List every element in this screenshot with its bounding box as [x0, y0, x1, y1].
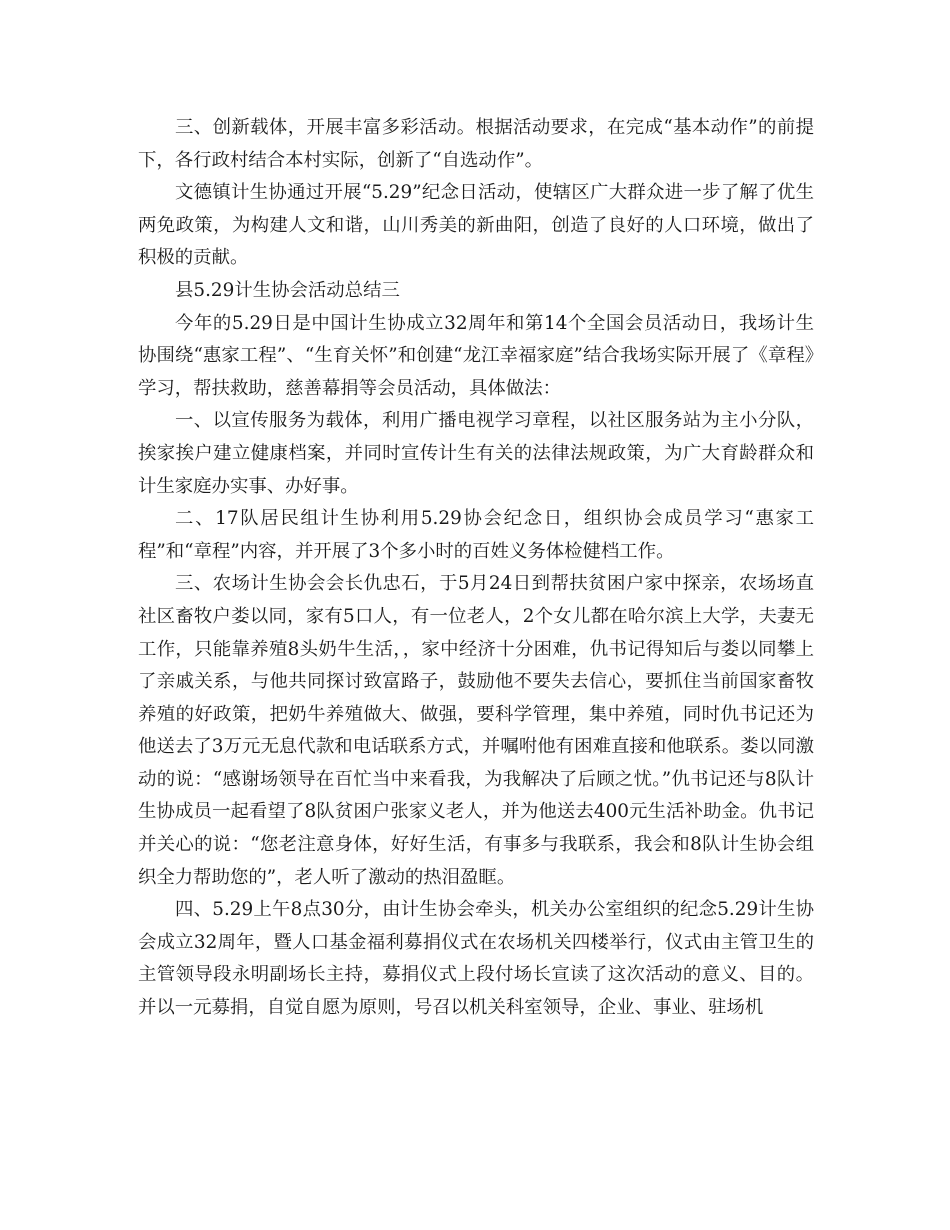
paragraph-innovation: 三、创新载体，开展丰富多彩活动。根据活动要求，在完成“基本动作”的前提下，各行政村结合本村实际，创新了“自选动作”。	[138, 117, 814, 171]
paragraph-wende-town: 文德镇计生协通过开展“5.29”纪念日活动，使辖区广大群众进一步了解了优生两免政策，为构建人文和谐，山川秀美的新曲阳，创造了良好的人口环境，做出了积极的贡献。	[138, 182, 814, 269]
paragraph-intro: 今年的5.29日是中国计生协成立32周年和第14个全国会员活动日，我场计生协围绕“惠家工程”、“生育关怀”和创建“龙江幸福家庭”结合我场实际开展了《章程》学习，帮扶救助，慈善幕捐等会员活动，具体做法：	[138, 312, 814, 399]
paragraph-item-2: 二、17队居民组计生协利用5.29协会纪念日，组织协会成员学习“惠家工程”和“章程”内容，并开展了3个多小时的百姓义务体检健档工作。	[138, 508, 814, 562]
document-body	[138, 112, 814, 1025]
paragraph-item-1: 一、以宣传服务为载体，利用广播电视学习章程，以社区服务站为主小分队，挨家挨户建立健康档案，并同时宣传计生有关的法律法规政策，为广大育龄群众和计生家庭办实事、办好事。	[138, 410, 814, 497]
paragraph-item-3: 三、农场计生协会会长仇忠石，于5月24日到帮扶贫困户家中探亲，农场场直社区畜牧户娄以同，家有5口人，有一位老人，2个女儿都在哈尔滨上大学，夫妻无工作，只能靠养殖8头奶牛生活，，家中经济十分困难，仇书记得知后与娄以同攀上了亲戚关系，与他共同探讨致富路子，鼓励他不要失去信心，要抓住当前国家畜牧养殖的好政策，把奶牛养殖做大、做强，要科学管理，集中养殖，同时仇书记还为他送去了3万元无息代款和电话联系方式，并嘱咐他有困难直接和他联系。娄以同激动的说：“感谢场领导在百忙当中来看我，为我解决了后顾之忧。”仇书记还与8队计生协成员一起看望了8队贫困户张家义老人，并为他送去400元生活补助金。仇书记并关心的说：“您老注意身体，好好生活，有事多与我联系，我会和8队计生协会组织全力帮助您的”，老人听了激动的热泪盈眶。	[138, 573, 814, 888]
paragraph-item-4: 四、5.29上午8点30分，由计生协会牵头，机关办公室组织的纪念5.29计生协会成立32周年，暨人口基金福利募捐仪式在农场机关四楼举行，仪式由主管卫生的主管领导段永明副场长主持，募捐仪式上段付场长宣读了这次活动的意义、目的。并以一元募捐，自觉自愿为原则，号召以机关科室领导，企业、事业、驻场机	[138, 899, 814, 1019]
section-heading: 县5.29计生协会活动总结三	[175, 279, 400, 301]
